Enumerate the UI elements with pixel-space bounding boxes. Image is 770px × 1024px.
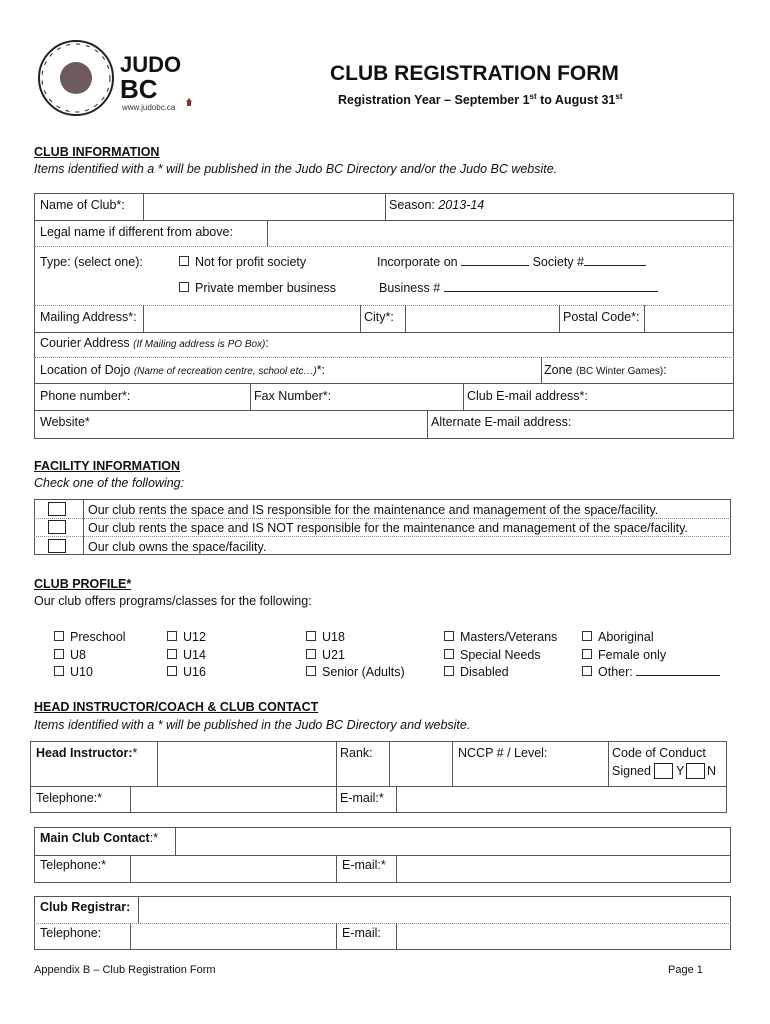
profile-option[interactable]: Female only [582, 647, 720, 665]
maple-leaf-icon [186, 98, 192, 106]
season-label: Season: 2013-14 [389, 198, 485, 212]
checkbox-icon [582, 666, 592, 676]
checkbox-icon [54, 631, 64, 641]
postal-label: Postal Code*: [563, 310, 640, 324]
signed-field: Signed [612, 764, 651, 778]
form-subtitle: Registration Year – September 1st to August 31st [338, 92, 623, 108]
checkbox-icon [167, 649, 177, 659]
signed-no-checkbox[interactable] [686, 763, 705, 779]
main-telephone-label: Telephone:* [40, 858, 107, 872]
profile-option[interactable]: Other: [582, 664, 720, 682]
legal-name-label: Legal name if different from above: [40, 225, 233, 239]
club-email-field[interactable]: Club E-mail address*: [467, 389, 588, 403]
footer-page: Page 1 [668, 964, 703, 976]
courier-field[interactable]: Courier Address (If Mailing address is PO Box): [40, 336, 269, 350]
club-info-header: CLUB INFORMATION [34, 145, 160, 159]
rank-label: Rank: [340, 746, 373, 760]
type-option-private[interactable]: Private member business [179, 281, 336, 295]
fax-field[interactable]: Fax Number*: [254, 389, 332, 403]
facility-option-2: Our club rents the space and IS NOT responsible for the maintenance and management of the space/facility. [88, 521, 688, 535]
profile-option[interactable]: Aboriginal [582, 629, 720, 647]
profile-option[interactable]: U14 [167, 647, 206, 665]
contact-header: HEAD INSTRUCTOR/COACH & CLUB CONTACT [34, 700, 319, 714]
mailing-label: Mailing Address*: [40, 310, 137, 324]
logo-line1: JUDO [120, 52, 182, 77]
logo-line2: BC [120, 74, 158, 104]
facility-option-1: Our club rents the space and IS responsible for the maintenance and management of the space/facility. [88, 503, 659, 517]
signed-yes-label: Y [676, 764, 685, 778]
mailing-input[interactable] [146, 307, 358, 329]
profile-col-1 [54, 629, 126, 682]
checkbox-icon [306, 649, 316, 659]
form-title: CLUB REGISTRATION FORM [330, 62, 619, 85]
checkbox-icon [306, 631, 316, 641]
checkbox-icon [582, 649, 592, 659]
profile-note: Our club offers programs/classes for the following: [34, 594, 312, 608]
checkbox-icon [167, 666, 177, 676]
business-field[interactable]: Business # [379, 281, 658, 295]
head-telephone-label: Telephone:* [36, 791, 103, 805]
phone-field[interactable]: Phone number*: [40, 389, 131, 403]
facility-option-3: Our club owns the space/facility. [88, 540, 267, 554]
logo-url: www.judobc.ca [122, 103, 176, 112]
head-email-label: E-mail:* [340, 791, 384, 805]
profile-option[interactable]: Special Needs [444, 647, 557, 665]
profile-option[interactable]: U12 [167, 629, 206, 647]
profile-header: CLUB PROFILE* [34, 577, 132, 591]
profile-option[interactable]: U21 [306, 647, 405, 665]
checkbox-icon [167, 631, 177, 641]
type-option-nonprofit[interactable]: Not for profit society [179, 255, 306, 269]
alt-email-field[interactable]: Alternate E-mail address: [431, 415, 572, 429]
club-info-note: Items identified with a * will be published in the Judo BC Directory and/or the Judo BC website. [34, 162, 558, 176]
facility-header: FACILITY INFORMATION [34, 459, 181, 473]
profile-col-3 [306, 629, 405, 682]
profile-col-5 [582, 629, 720, 682]
city-label: City*: [364, 310, 394, 324]
zone-field[interactable]: Zone (BC Winter Games): [544, 363, 667, 377]
checkbox-icon [54, 649, 64, 659]
website-field[interactable]: Website* [40, 415, 90, 429]
profile-col-2 [167, 629, 206, 682]
registrar-label: Club Registrar: [40, 900, 131, 914]
checkbox-icon [54, 666, 64, 676]
signed-yes-checkbox[interactable] [654, 763, 673, 779]
main-email-label: E-mail:* [342, 858, 386, 872]
contact-note: Items identified with a * will be published in the Judo BC Directory and website. [34, 718, 471, 732]
nccp-label: NCCP # / Level: [458, 746, 548, 760]
checkbox-icon [444, 666, 454, 676]
checkbox-icon [179, 256, 189, 266]
profile-option[interactable]: U18 [306, 629, 405, 647]
facility-note: Check one of the following: [34, 476, 185, 490]
facility-checkbox-3[interactable] [48, 539, 66, 553]
checkbox-icon [582, 631, 592, 641]
profile-option[interactable]: U10 [54, 664, 126, 682]
profile-option[interactable]: Disabled [444, 664, 557, 682]
facility-checkbox-2[interactable] [48, 520, 66, 534]
signed-no-label: N [707, 764, 717, 778]
profile-col-4 [444, 629, 557, 682]
facility-checkbox-1[interactable] [48, 502, 66, 516]
dojo-field[interactable]: Location of Dojo (Name of recreation centre, school etc…)*: [40, 363, 326, 377]
legal-name-input[interactable] [270, 222, 730, 244]
profile-option[interactable]: Senior (Adults) [306, 664, 405, 682]
registrar-telephone-label: Telephone: [40, 926, 102, 940]
city-input[interactable] [408, 307, 556, 329]
profile-option[interactable]: Preschool [54, 629, 126, 647]
code-of-conduct-label: Code of Conduct [612, 746, 706, 760]
head-instructor-label: Head Instructor:* [36, 746, 138, 760]
checkbox-icon [306, 666, 316, 676]
checkbox-icon [179, 282, 189, 292]
club-name-input[interactable] [146, 196, 382, 218]
main-contact-label: Main Club Contact:* [40, 831, 159, 845]
judo-bc-logo [34, 38, 204, 118]
club-name-label: Name of Club*: [40, 198, 125, 212]
checkbox-icon [444, 649, 454, 659]
profile-option[interactable]: Masters/Veterans [444, 629, 557, 647]
incorporate-field[interactable]: Incorporate on Society # [377, 255, 646, 269]
type-label: Type: (select one): [40, 255, 143, 269]
checkbox-icon [444, 631, 454, 641]
profile-option[interactable]: U16 [167, 664, 206, 682]
footer-left: Appendix B – Club Registration Form [34, 964, 216, 976]
registrar-email-label: E-mail: [342, 926, 381, 940]
postal-input[interactable] [647, 307, 731, 329]
profile-option[interactable]: U8 [54, 647, 126, 665]
